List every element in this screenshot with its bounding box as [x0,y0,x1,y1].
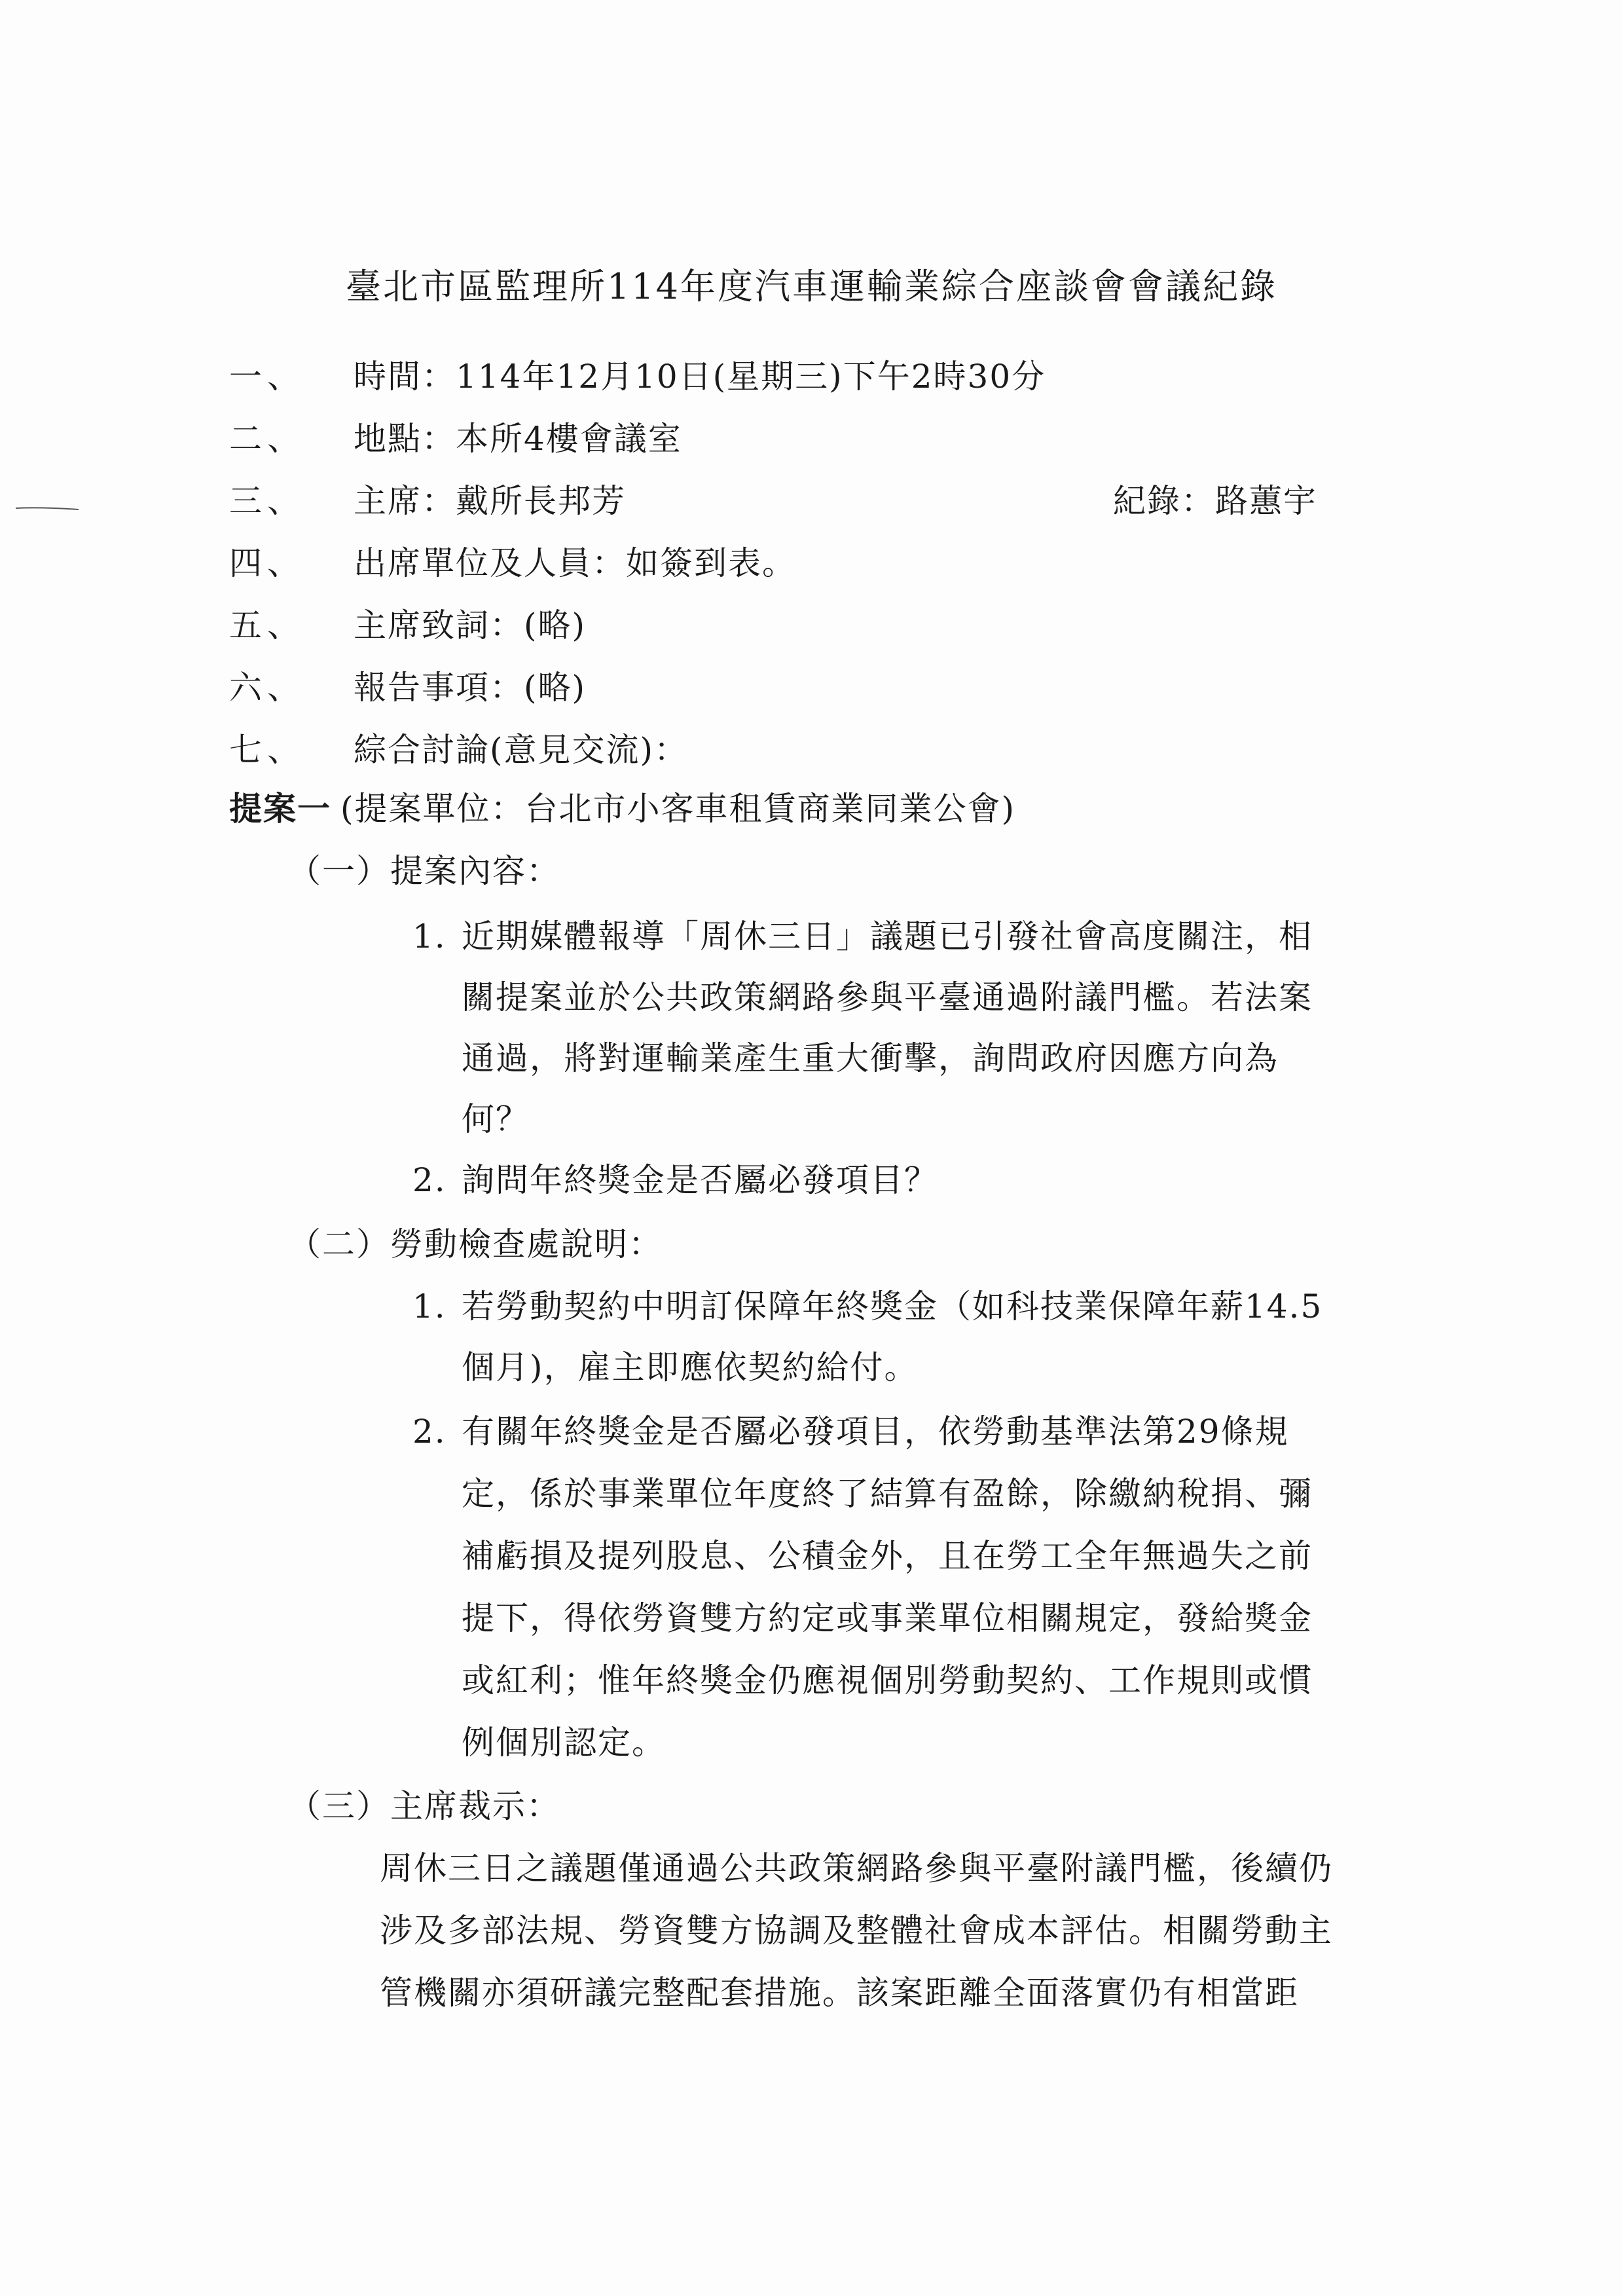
point-line: 有關年終獎金是否屬必發項目，依勞動基準法第29條規 [462,1413,1289,1451]
item-number: 一、 [229,358,305,396]
item-time: 時間：114年12月10日(星期三)下午2時30分 [354,358,1046,396]
point-line: 若勞動契約中明訂保障年終獎金（如科技業保障年薪14.5 [462,1287,1323,1325]
item-number: 六、 [229,669,305,707]
item-location: 地點：本所4樓會議室 [354,420,682,458]
point-line: 補虧損及提列股息、公積金外，且在勞工全年無過失之前 [462,1537,1313,1575]
item-number: 四、 [229,544,305,582]
item-chair: 主席：戴所長邦芳 [354,482,626,520]
section-heading: （二）勞動檢查處說明： [288,1225,663,1263]
point-line: 或紅利；惟年終獎金仍應視個別勞動契約、工作規則或慣 [462,1661,1313,1699]
point-number: 2. [412,1413,447,1451]
item-number: 二、 [229,420,305,458]
item-chair-speech: 主席致詞：(略) [354,606,587,644]
item-number: 五、 [229,606,305,644]
item-attendees: 出席單位及人員：如簽到表。 [354,544,796,582]
item-recorder: 紀錄：路蕙宇 [1113,482,1317,520]
item-discussion: 綜合討論(意見交流)： [354,731,689,769]
point-line: 近期媒體報導「周休三日」議題已引發社會高度關注，相 [462,917,1313,955]
section-heading: （三）主席裁示： [288,1787,560,1825]
point-line: 何？ [462,1100,530,1138]
proposal-label: 提案一 [229,789,331,828]
section-heading: （一）提案內容： [288,852,560,890]
point-number: 1. [412,917,447,955]
ruling-line: 管機關亦須研議完整配套措施。該案距離全面落實仍有相當距 [380,1974,1299,2012]
point-line: 個月)，雇主即應依契約給付。 [462,1348,919,1386]
point-line: 通過，將對運輸業產生重大衝擊，詢問政府因應方向為 [462,1039,1279,1077]
item-number: 三、 [229,482,305,520]
proposal-unit: (提案單位：台北市小客車租賃商業同業公會) [340,790,1016,828]
point-number: 2. [412,1161,447,1199]
point-line: 提下，得依勞資雙方約定或事業單位相關規定，發給獎金 [462,1599,1313,1637]
point-line: 定，係於事業單位年度終了結算有盈餘，除繳納稅捐、彌 [462,1475,1313,1513]
point-line: 例個別認定。 [462,1724,666,1762]
ruling-line: 涉及多部法規、勞資雙方協調及整體社會成本評估。相關勞動主 [380,1912,1333,1950]
scan-mark [14,506,80,511]
document-title: 臺北市區監理所114年度汽車運輸業綜合座談會會議紀錄 [345,266,1278,307]
item-reports: 報告事項：(略) [354,669,587,707]
item-number: 七、 [229,731,305,769]
point-line: 詢問年終獎金是否屬必發項目？ [462,1161,938,1199]
point-line: 關提案並於公共政策網路參與平臺通過附議門檻。若法案 [462,978,1313,1016]
point-number: 1. [412,1287,447,1325]
ruling-line: 周休三日之議題僅通過公共政策網路參與平臺附議門檻，後續仍 [380,1849,1333,1887]
